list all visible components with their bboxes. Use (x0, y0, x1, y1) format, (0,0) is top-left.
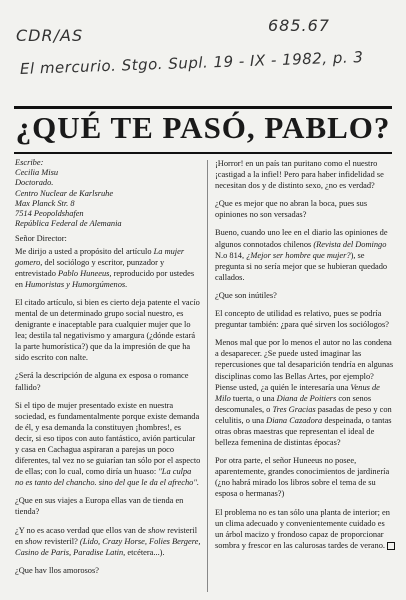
author-line: Max Planck Str. 8 (15, 198, 75, 208)
paragraph: Si el tipo de mujer presentado existe en nuestra sociedad, es fundamentalmente porque existe demanda de él, y esa demanda la constituyen ¡hombres!, es decir, si eso tipos con auto fantástico, avión particular y casa en Cachagua aspiraran a parejas un poco diferentes, tal vez no se guiarían tan sólo por el aspecto de ellas; con lo cual, como diría un huaso: "La culpa no es tanto del chancho. sino del que le da el afrecho". (15, 400, 201, 488)
article-right-column (215, 158, 395, 558)
paragraph: ¿Que hav llos amorosos? (15, 565, 99, 575)
paragraph: ¿Que es mejor que no abran la boca, pues sus opiniones no son versadas? (215, 199, 368, 220)
paragraph: ¿Será la descripción de alguna ex esposa o romance fallido? (15, 371, 189, 392)
author-block (15, 158, 201, 229)
article-left-column (15, 158, 201, 583)
paragraph: Me dirijo a usted a propósito del artículo La mujer gomero, del sociólogo y escritor, punzador y entrevistado Pablo Huneeus, reproducido por ustedes en Humoristas y Humorgúmenos. (15, 246, 195, 289)
paragraph: Por otra parte, el señor Huneeus no posee, aparentemente, grandes conocimientos de jardinería (¿no habrá mirado los libros sobre el tema de su esposa o hermanas?) (215, 456, 390, 499)
article-headline: ¿QUÉ TE PASÓ, PABLO? (15, 110, 391, 145)
column-divider (207, 160, 208, 592)
headline-bottom-rule (14, 152, 392, 154)
author-line: Cecilia Misu (15, 168, 59, 178)
paragraph: El concepto de utilidad es relativo, pues se podría preguntar también: ¿para qué sirven los sociólogos? (215, 309, 389, 330)
headline-top-rule (14, 106, 392, 109)
paragraph: Bueno, cuando uno lee en el diario las opiniones de algunos connotados chilenos (Revista del Domingo N.o 814, ¿Mejor ser hombre que mujer?), se pregunta si no sería mejor que se hubieran quedado callados. (215, 228, 388, 282)
author-line: Centro Nuclear de Karlsruhe (15, 188, 114, 198)
paragraph: ¿Y no es acaso verdad que ellos van de show revisteril en show revisteril? (Lido, Crazy Horse, Folies Bergere, Casino de Paris, Paradise Latin, etcétera...). (15, 525, 201, 557)
paragraph: El citado artículo, si bien es cierto deja patente el vacío mental de un determinado grupo social nuestro, es denigrante e inaceptable para cualquier mujer que lo lea; destila tal negativismo y amargura (¿dónde estará la parte humorística?) que da la impresión de que ha sido escrito con nalte. (15, 297, 200, 363)
author-line: 7514 Peopoldshafen (15, 209, 84, 219)
handwritten-catalog-number: 685.67 (268, 16, 330, 35)
salutation: Señor Director: (15, 234, 67, 244)
author-line: Doctorado. (15, 178, 54, 188)
end-of-article-mark (387, 542, 395, 550)
paragraph: El problema no es tan sólo una planta de interior; en un clima adecuado y convenientemente cuidado es un árbol macizo y frondoso capaz de proporcionar sombra y frescor en las calurosas tardes de verano. (215, 507, 395, 551)
paragraph: ¿Que en sus viajes a Europa ellas van de tienda en tienda? (15, 496, 184, 517)
writes-label: Escribe: (15, 158, 44, 167)
paragraph: ¿Que son inútiles? (215, 290, 277, 300)
paragraph: Menos mal que por lo menos el autor no las condena a desaparecer. ¿Se puede usted imaginar las repercusiones que tal desaparición tendría en algunas disciplinas como las Bellas Artes, por ejemplo? Piense usted, ¿a quién le interesaría una Venus de Milo tuerta, o una Diana de Poitiers con senos descomunales, o Tres Gracias pasadas de peso y con celulitis, o una Diana Cazadora despeinada, o tantas otras obras maestras que representan el ideal de belleza femenina de distintas épocas? (215, 338, 394, 448)
handwritten-archive-code: CDR/AS (16, 26, 84, 45)
paragraph: ¡Horror! en un país tan puritano como el nuestro ¡castigad a la infiel! Pero para haber infidelidad se necesitan dos y de distinto sexo, ¿no es verdad? (215, 159, 384, 191)
author-line: República Federal de Alemania (15, 219, 122, 229)
handwritten-source-note: El mercurio. Stgo. Supl. 19 - IX - 1982, p. 3 (19, 48, 364, 78)
